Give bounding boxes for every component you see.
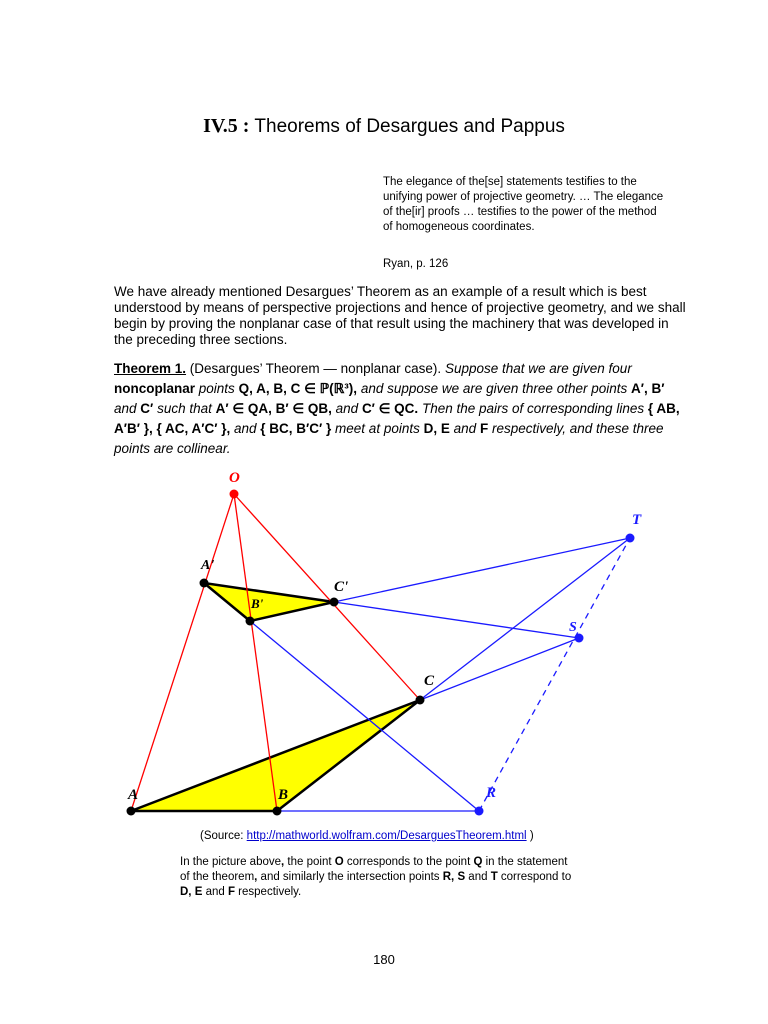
caption-text-3: corresponds to the point: [343, 856, 474, 868]
source-prefix: (Source:: [200, 830, 244, 842]
intro-paragraph: We have already mentioned Desargues’ Theorem as an example of a result which is best understood by means of perspective projections and hence of projective geometry, and we shall begin by proving the nonplanar case of that result using the machinery that was developed in the preceding three sections.: [114, 284, 686, 347]
label-b1: B': [251, 596, 264, 611]
figure-source: [200, 830, 534, 842]
line-oa: [131, 494, 234, 811]
caption-point-d: D,: [180, 886, 192, 898]
theorem-projective-space: ℙ(ℝ³),: [319, 381, 358, 396]
section-title: [0, 115, 768, 138]
theorem-1: [114, 359, 689, 459]
page-number: 180: [373, 952, 395, 967]
theorem-element-of: ∈: [304, 381, 316, 396]
theorem-and-4: and: [453, 421, 477, 436]
caption-point-q: Q: [473, 856, 483, 868]
epigraph-quote: The elegance of the[se] statements testifies to the unifying power of projective geometry. … The elegance of the[ir] proofs … testifies to the power of the method of homogeneous coordinates.: [383, 176, 664, 233]
point-t: [626, 534, 635, 543]
caption-text-4: in the statement of the theorem: [180, 856, 568, 883]
theorem-text-2: points: [198, 381, 235, 396]
theorem-noncoplanar: noncoplanar: [114, 381, 196, 396]
source-link[interactable]: http://mathworld.wolfram.com/DesarguesTheorem.html: [246, 830, 527, 842]
point-r: [475, 807, 484, 816]
point-a: [127, 807, 136, 816]
label-b: B: [278, 787, 289, 803]
theorem-point-3: C′: [140, 401, 154, 416]
label-c1: C': [334, 579, 349, 595]
theorem-label: Theorem 1.: [114, 361, 187, 376]
theorem-and-2: and: [335, 401, 359, 416]
theorem-and-1: and: [114, 401, 137, 416]
theorem-pair-1: { AB, A′B′ },: [114, 401, 680, 436]
point-b1: [246, 617, 255, 626]
caption-text-7: correspond to: [497, 871, 572, 883]
caption-point-e: E: [194, 886, 203, 898]
caption-point-s: S: [457, 871, 466, 883]
caption-comma-1: ,: [281, 856, 285, 868]
epigraph-source: Ryan, p. 126: [383, 258, 449, 270]
caption-point-f: F: [227, 886, 235, 898]
caption-text-5: and similarly the intersection points: [257, 871, 443, 883]
label-t: T: [632, 512, 642, 528]
desargues-figure: [114, 466, 654, 826]
point-o: [230, 490, 239, 499]
theorem-point-d: D,: [423, 421, 438, 436]
label-a1: A': [201, 558, 215, 573]
triangle-abc: [131, 700, 420, 811]
section-number: IV.5: [203, 115, 238, 137]
theorem-points-2: A′, B′: [631, 381, 665, 396]
label-o: O: [229, 470, 240, 486]
label-r: R: [486, 785, 497, 801]
theorem-and-3: and: [234, 421, 257, 436]
source-suffix: ): [529, 830, 534, 842]
point-a1: [200, 579, 209, 588]
point-c1: [330, 598, 339, 607]
theorem-text-4: such that: [157, 401, 212, 416]
theorem-text-7: respectively, and these three points are collinear.: [114, 421, 664, 456]
figure-caption: [180, 855, 580, 900]
line-rst-dashed: [479, 538, 630, 811]
theorem-points-1: Q, A, B, C: [238, 381, 301, 396]
label-c: C: [424, 673, 435, 689]
point-b: [273, 807, 282, 816]
line-c-s: [420, 638, 579, 700]
caption-text-2: the point: [284, 856, 335, 868]
theorem-point-e: E: [440, 421, 450, 436]
label-a: A: [128, 787, 139, 803]
triangle-a1b1c1: [204, 583, 334, 621]
caption-text-1: In the picture above: [180, 856, 282, 868]
label-s: S: [569, 620, 577, 635]
line-c1-s: [334, 602, 579, 638]
caption-point-o: O: [334, 856, 344, 868]
theorem-relation-1: A′ ∈ QA, B′ ∈ QB,: [215, 401, 332, 416]
theorem-relation-2: C′ ∈ QC.: [361, 401, 419, 416]
theorem-text-1: Suppose that we are given four: [444, 361, 632, 376]
caption-text-8: and: [202, 886, 228, 898]
theorem-text-5: Then the pairs of corresponding lines: [421, 401, 645, 416]
line-a1c1-t: [334, 538, 630, 602]
caption-point-r: R,: [442, 871, 455, 883]
theorem-text-6: meet at points: [335, 421, 420, 436]
theorem-pair-3: { BC, B′C′ }: [260, 421, 332, 436]
point-c: [416, 696, 425, 705]
caption-text-6: and: [465, 871, 491, 883]
section-title-text: Theorems of Desargues and Pappus: [254, 116, 565, 137]
section-colon: :: [237, 115, 255, 137]
theorem-point-f: F: [479, 421, 489, 436]
theorem-text-3: and suppose we are given three other points: [360, 381, 628, 396]
caption-point-t: T: [490, 871, 498, 883]
caption-text-9: respectively.: [234, 886, 302, 898]
caption-comma-2: ,: [254, 871, 258, 883]
theorem-pair-2: { AC, A′C′ },: [156, 421, 231, 436]
theorem-case: (Desargues’ Theorem — nonplanar case).: [189, 361, 442, 376]
